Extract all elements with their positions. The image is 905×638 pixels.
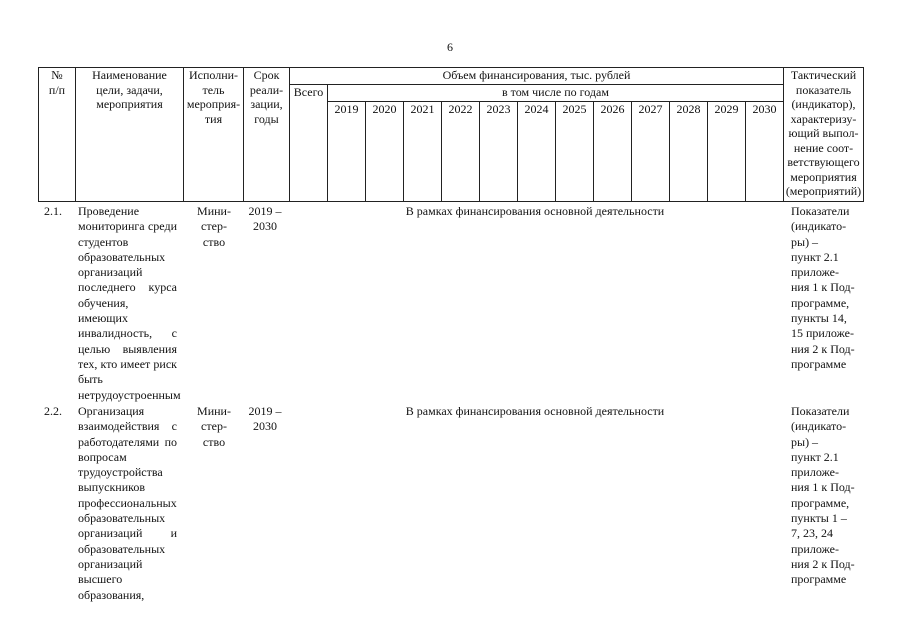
header-year: 2022	[442, 102, 480, 202]
row-num: 2.2.	[44, 404, 62, 418]
row-indicator: Показатели (индикато- ры) – пункт 2.1 приложе- ния 1 к Под- программе, пункты 1 – 7, 23, 24 приложе- ния 2 к Под- программе	[791, 404, 855, 587]
header-year: 2029	[708, 102, 746, 202]
header-year: 2026	[594, 102, 632, 202]
header-year: 2023	[480, 102, 518, 202]
header-financing: Объем финансирования, тыс. рублей	[290, 68, 784, 85]
header-year: 2027	[632, 102, 670, 202]
header-year: 2024	[518, 102, 556, 202]
row-indicator: Показатели (индикато- ры) – пункт 2.1 приложе- ния 1 к Под- программе, пункты 14, 15 приложе- ния 2 к Под- программе	[791, 204, 855, 371]
row-financing: В рамках финансирования основной деятельности	[405, 404, 665, 418]
header-indicator: Тактический показатель (индикатор), характеризу- ющий выпол- нение соот- ветствующего мероприятия (мероприятий)	[784, 68, 864, 202]
header-year: 2021	[404, 102, 442, 202]
row-term: 2019 – 2030	[248, 204, 282, 234]
row-name: Организация взаимодействия с работодателями по вопросам трудоустройства выпускников профессиональных образовательных организаций и образовательных организаций высшего образования,	[78, 404, 177, 602]
header-year: 2028	[670, 102, 708, 202]
page-number: 6	[447, 40, 453, 54]
header-year: 2030	[746, 102, 784, 202]
row-term: 2019 – 2030	[248, 404, 282, 434]
header-year: 2025	[556, 102, 594, 202]
header-table	[38, 67, 864, 202]
row-name: Проведение мониторинга среди студентов образовательных организаций последнего курса обучения, имеющих инвалидность, с целью выявления тех, кто имеет риск быть нетрудоустроенным	[78, 204, 181, 402]
header-num: № п/п	[39, 68, 76, 202]
header-executor: Исполни- тель мероприя- тия	[184, 68, 244, 202]
header-total: Всего	[290, 85, 328, 202]
header-year: 2019	[328, 102, 366, 202]
row-num: 2.1.	[44, 204, 62, 218]
row-executor: Мини- стер- ство	[197, 204, 231, 249]
header-term: Срок реали- зации, годы	[244, 68, 290, 202]
header-name: Наименование цели, задачи, мероприятия	[76, 68, 184, 202]
row-executor: Мини- стер- ство	[197, 404, 231, 449]
row-financing: В рамках финансирования основной деятельности	[405, 204, 665, 218]
header-year: 2020	[366, 102, 404, 202]
header-by-years: в том числе по годам	[328, 85, 784, 102]
